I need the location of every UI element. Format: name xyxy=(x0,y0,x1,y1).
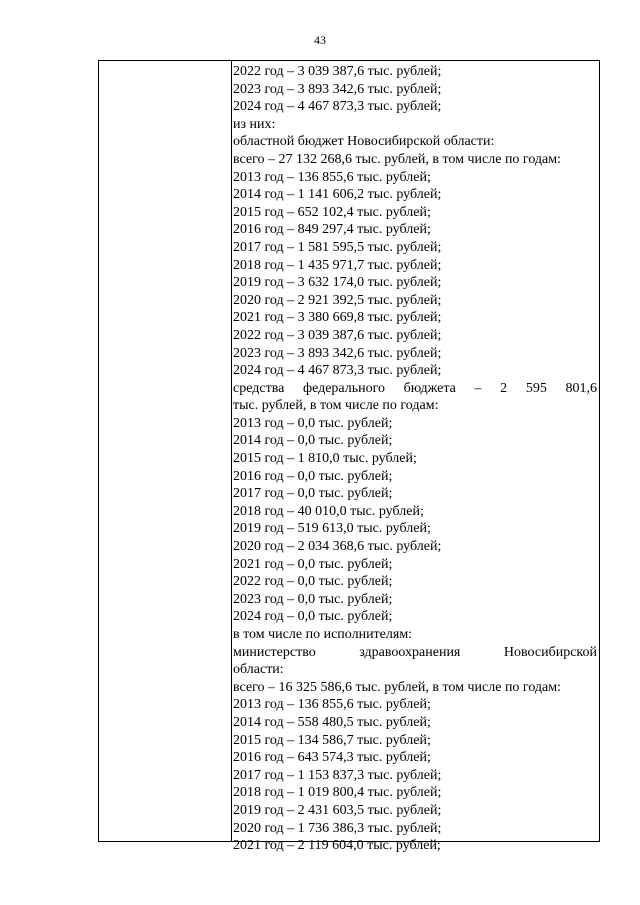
page-number: 43 xyxy=(314,33,326,47)
text-line: 2021 год – 3 380 669,8 тыс. рублей; xyxy=(233,310,442,326)
text-line: 2015 год – 134 586,7 тыс. рублей; xyxy=(233,732,431,748)
text-line: всего – 27 132 268,6 тыс. рублей, в том числе по годам: xyxy=(233,151,562,167)
text-line: 2018 год – 1 019 800,4 тыс. рублей; xyxy=(233,785,442,801)
text-line: 2013 год – 136 855,6 тыс. рублей; xyxy=(233,169,431,185)
text-line: 2017 год – 1 153 837,3 тыс. рублей; xyxy=(233,767,442,783)
text-line: 2016 год – 849 297,4 тыс. рублей; xyxy=(233,222,431,238)
text-line: 2023 год – 0,0 тыс. рублей; xyxy=(233,591,393,607)
text-line: средства федерального бюджета – 2 595 801,6 xyxy=(233,380,597,396)
text-line: 2021 год – 2 119 604,0 тыс. рублей; xyxy=(233,838,441,854)
text-line: 2018 год – 40 010,0 тыс. рублей; xyxy=(233,503,424,519)
text-line: 2020 год – 1 736 386,3 тыс. рублей; xyxy=(233,820,442,836)
text-line: 2024 год – 4 467 873,3 тыс. рублей; xyxy=(233,99,442,115)
text-line: 2018 год – 1 435 971,7 тыс. рублей; xyxy=(233,257,442,273)
text-line: областной бюджет Новосибирской области: xyxy=(233,134,495,150)
text-line: 2022 год – 0,0 тыс. рублей; xyxy=(233,574,393,590)
text-line: тыс. рублей, в том числе по годам: xyxy=(233,398,439,414)
text-line: 2015 год – 652 102,4 тыс. рублей; xyxy=(233,204,431,220)
text-line: 2024 год – 4 467 873,3 тыс. рублей; xyxy=(233,363,442,379)
text-line: 2016 год – 0,0 тыс. рублей; xyxy=(233,468,393,484)
text-line: 2017 год – 1 581 595,5 тыс. рублей; xyxy=(233,239,442,255)
text-line: области: xyxy=(233,662,284,678)
text-line: 2013 год – 0,0 тыс. рублей; xyxy=(233,415,393,431)
text-line: в том числе по исполнителям: xyxy=(233,627,413,642)
text-line: всего – 16 325 586,6 тыс. рублей, в том числе по годам: xyxy=(233,679,562,695)
table-left-column xyxy=(99,61,232,841)
text-line: 2020 год – 2 921 392,5 тыс. рублей; xyxy=(233,292,442,308)
text-line: 2017 год – 0,0 тыс. рублей; xyxy=(233,486,393,502)
text-line: 2019 год – 2 431 603,5 тыс. рублей; xyxy=(233,802,442,818)
text-line: 2013 год – 136 855,6 тыс. рублей; xyxy=(233,697,431,713)
text-line: 2023 год – 3 893 342,6 тыс. рублей; xyxy=(233,345,442,361)
text-line: 2019 год – 519 613,0 тыс. рублей; xyxy=(233,521,431,537)
text-line: 2016 год – 643 574,3 тыс. рублей; xyxy=(233,750,431,766)
text-line: 2021 год – 0,0 тыс. рублей; xyxy=(233,556,393,572)
text-line: из них: xyxy=(233,116,276,132)
text-line: министерство здравоохранения Новосибирской xyxy=(233,644,597,660)
text-line: 2014 год – 558 480,5 тыс. рублей; xyxy=(233,714,431,730)
text-line: 2020 год – 2 034 368,6 тыс. рублей; xyxy=(233,539,442,555)
text-line: 2022 год – 3 039 387,6 тыс. рублей; xyxy=(233,327,442,343)
text-line: 2019 год – 3 632 174,0 тыс. рублей; xyxy=(233,275,442,291)
text-line: 2024 год – 0,0 тыс. рублей; xyxy=(233,609,393,625)
text-line: 2022 год – 3 039 387,6 тыс. рублей; xyxy=(233,64,442,79)
text-line: 2015 год – 1 810,0 тыс. рублей; xyxy=(233,451,417,467)
text-line: 2014 год – 1 141 606,2 тыс. рублей; xyxy=(233,187,442,203)
text-line: 2023 год – 3 893 342,6 тыс. рублей; xyxy=(233,81,442,97)
table-right-column xyxy=(233,63,597,855)
document-table xyxy=(98,60,600,854)
text-line: 2014 год – 0,0 тыс. рублей; xyxy=(233,433,393,449)
